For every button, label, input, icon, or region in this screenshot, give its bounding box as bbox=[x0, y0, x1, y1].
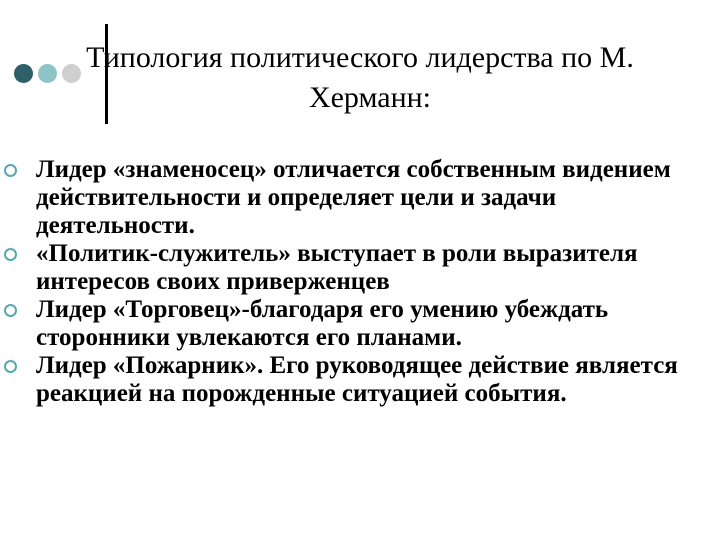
bullet-list bbox=[0, 156, 720, 408]
slide-title bbox=[20, 38, 700, 118]
ring-bullet-icon bbox=[4, 304, 17, 317]
bullet-text: Лидер «Пожарник». Его руководящее действие является реакцией на порожденные ситуацией события. bbox=[36, 352, 678, 407]
title-line-1: Типология политического лидерства по М. bbox=[86, 41, 634, 74]
bullet-item bbox=[0, 156, 720, 240]
bullet-content bbox=[0, 156, 720, 408]
ring-bullet-icon bbox=[4, 248, 17, 261]
bullet-text: Лидер «Торговец»-благодаря его умению убеждать сторонники увлекаются его планами. bbox=[36, 296, 609, 351]
bullet-text: «Политик-служитель» выступает в роли выразителя интересов своих приверженцев bbox=[36, 240, 638, 295]
bullet-item bbox=[0, 240, 720, 296]
bullet-item bbox=[0, 296, 720, 352]
title-line-2: Херманн: bbox=[308, 81, 432, 114]
bullet-item bbox=[0, 352, 720, 408]
ring-bullet-icon bbox=[4, 164, 17, 177]
bullet-text: Лидер «знаменосец» отличается собственным видением действительности и определяет цели и задачи деятельности. bbox=[36, 156, 671, 239]
ring-bullet-icon bbox=[4, 360, 17, 373]
